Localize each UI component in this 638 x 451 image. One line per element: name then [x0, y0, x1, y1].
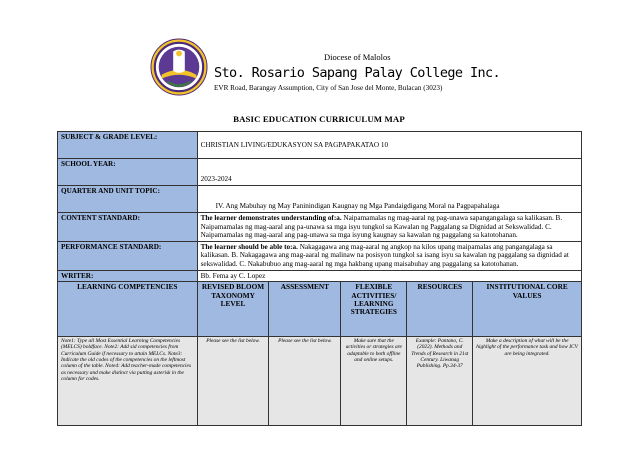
curriculum-map-table [57, 131, 582, 426]
note-competencies: Note1: Type all Most Essential Learning Competencies (MELCS) boldface. Note2: Add sid competencies from Curriculum Guide if necessary to attain MELCs. Note3: Indicate the old codes of the competencies on the leftmost column of the table. Note4: Add teacher-made competencies as necessary and make distinct via putting asterisk in the column for codes. [58, 337, 198, 426]
diocese-name: Diocese of Malolos [324, 52, 391, 62]
performance-standard-text: Nakagagawa ang mag-aaral ng angkop na kilos upang maipamalas ang pangangalaga sa kalikasan. B. Nakagagawa ang mag-aaral ng malinaw na posisyon tungkol sa isang isyu sa kawalan ng paggalang sa dignidad at sekswalidad. C. Nakabubuo ang mag-aaral ng mga hakbang upang maisabuhay ang paggalang sa katotohanan. [200, 242, 569, 268]
school-year-value: 2023-2024 [197, 159, 581, 186]
school-year-row [58, 159, 582, 186]
col-activities: FLEXIBLE ACTIVITIES/ LEARNING STRATEGIES [341, 282, 407, 337]
school-year-label: SCHOOL YEAR: [58, 159, 198, 186]
performance-standard-value [197, 241, 581, 270]
col-core-values: INSTITUTIONAL CORE VALUES [473, 282, 582, 337]
content-standard-text: Naipamamalas ng mag-aaral ng pag-unawa sapangangalaga sa kalikasan. B. Naipamamalas ng mag-aaral ang pa-unawa sa mga isyu tungkol sa Kawalan ng Paggalang sa Dignidad at Sekswalidad. C. Naipamamalas ng mag-aaral ang pag-unawa sa mga isyung kaugnay sa kawalan ng paggalang sa katotohanan. [200, 214, 563, 240]
subject-row [58, 132, 582, 159]
note-resources: Example: Pantano, C. (2022). Methods and Trends of Research in 21st Century. Liwanag Publishing. Pp.34-37 [407, 337, 473, 426]
note-bloom: Please see the list below. [197, 337, 269, 426]
college-seal-logo [150, 38, 208, 96]
writer-value: Bb. Fema ay C. Lopez [197, 270, 581, 282]
college-name: Sto. Rosario Sapang Palay College Inc. [214, 65, 501, 81]
note-activities: Make sure that the activities or strategies are adaptable to both offline and online setups. [341, 337, 407, 426]
col-learning-competencies: LEARNING COMPETENCIES [58, 282, 198, 337]
subject-label: SUBJECT & GRADE LEVEL: [58, 132, 198, 159]
content-standard-row [58, 213, 582, 242]
note-core-values: Make a description of what will be the highlight of the performance task and how ICV are being integrated. [473, 337, 582, 426]
col-assessment: ASSESSMENT [269, 282, 341, 337]
col-resources: RESOURCES [407, 282, 473, 337]
subject-value: CHRISTIAN LIVING/EDUKASYON SA PAGPAPAKATAO 10 [197, 132, 581, 159]
col-bloom-taxonomy: REVISED BLOOM TAXONOMY LEVEL [197, 282, 269, 337]
quarter-row [58, 186, 582, 213]
column-header-row [58, 282, 582, 337]
notes-row [58, 337, 582, 426]
quarter-label: QUARTER AND UNIT TOPIC: [58, 186, 198, 213]
performance-standard-label: PERFORMANCE STANDARD: [58, 241, 198, 270]
content-standard-lead: The learner demonstrates understanding of:a. [200, 214, 342, 222]
quarter-value: IV. Ang Mabuhay ng May Paninindigan Kaugnay ng Mga Pandaigdigang Moral na Pagpapahalaga [197, 186, 581, 213]
content-standard-value [197, 213, 581, 242]
note-assessment: Please see the list below. [269, 337, 341, 426]
writer-label: WRITER: [58, 270, 198, 282]
page-title: BASIC EDUCATION CURRICULUM MAP [233, 114, 405, 124]
content-standard-label: CONTENT STANDARD: [58, 213, 198, 242]
writer-row [58, 270, 582, 282]
college-address: EVR Road, Barangay Assumption, City of San Jose del Monte, Bulacan (3023) [214, 84, 443, 92]
performance-standard-lead: The learner should be able to:a. [200, 242, 298, 251]
performance-standard-row [58, 241, 582, 270]
